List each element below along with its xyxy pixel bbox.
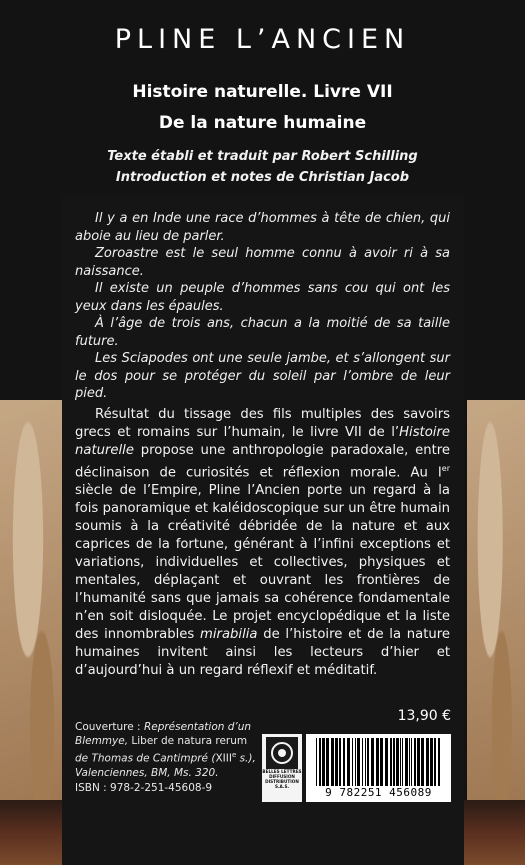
- isbn: ISBN : 978-2-251-45608-9: [75, 782, 213, 794]
- publisher-name: BELLES LETTRES: [262, 769, 302, 774]
- description-text: siècle de l’Empire, Pline l’Ancien porte un regard à la fois panoramique et kaléidoscopique sur un être humain soumis à la créativité débridée de la nature et aux caprices de la fortune, générant à l’infini exceptions et variations, individuelles et collectives, physiques et mentales, déplaçant et ouvrant les frontières de l’humanité sans que jamais sa cohérence fondamentale n’en soit disloquée. Le projet encyclopédique et la liste des innombrables: [75, 483, 450, 643]
- description-superscript: er: [441, 464, 450, 473]
- barcode-bars-icon: [314, 738, 443, 786]
- description-text: de l’histoire et de la nature humaines invitent ainsi les lecteurs d’hier et d’aujourd’hui à un regard réflexif et méditatif.: [75, 627, 450, 679]
- price: 13,90 €: [397, 708, 451, 724]
- credit-italic: de Thomas de Cantimpré (: [75, 752, 216, 765]
- quotation: Il y a en Inde une race d’hommes à tête de chien, qui aboie au lieu de parler.: [75, 211, 450, 244]
- description-text: Résultat du tissage des fils multiples des savoirs grecs et romains sur l’humain, le livre VII de l’: [75, 407, 450, 440]
- credit-italic: Représentation d’un Blemmye,: [75, 721, 252, 747]
- publisher-logo: [262, 734, 302, 802]
- book-description: [75, 406, 450, 680]
- cover-illustration-credit: [75, 720, 260, 780]
- description-italic: Histoire naturelle: [75, 425, 450, 458]
- publisher-emblem-icon: [266, 737, 298, 769]
- author-name: PLINE L’ANCIEN: [114, 24, 411, 55]
- quotation: Zoroastre est le seul homme connu à avoir ri à sa naissance.: [75, 246, 450, 279]
- quotations-block: [75, 210, 450, 403]
- quotation: Il existe un peuple d’hommes sans cou qui ont les yeux dans les épaules.: [75, 281, 450, 314]
- description-italic: mirabilia: [200, 627, 258, 643]
- book-title: Histoire naturelle. Livre VII: [132, 82, 393, 102]
- manuscript-illustration-left: [0, 400, 70, 865]
- translator-credit: Texte établi et traduit par Robert Schilling: [107, 149, 418, 164]
- credit-superscript: e: [231, 751, 237, 759]
- book-subtitle: De la nature humaine: [158, 113, 367, 133]
- introduction-credit: Introduction et notes de Christian Jacob: [115, 170, 410, 185]
- barcode: [306, 734, 451, 802]
- barcode-number: 9 782251 456089: [325, 786, 432, 799]
- publisher-line: DIFFUSION: [269, 774, 295, 779]
- credit-italic: s.), Valenciennes, BM, Ms. 320.: [75, 752, 256, 779]
- manuscript-illustration-right: [467, 400, 525, 865]
- publisher-line: S.A.S.: [274, 784, 290, 789]
- publisher-line: DISTRIBUTION: [265, 779, 299, 784]
- quotation: À l’âge de trois ans, chacun a la moitié de sa taille future.: [75, 316, 450, 349]
- credit-text: XIII: [215, 752, 232, 765]
- credit-label: Couverture :: [75, 721, 141, 733]
- credit-text: Liber de natura rerum: [128, 735, 248, 747]
- description-text: propose une anthropologie paradoxale, entre déclinaison de curiosités et réflexion morale. Au I: [75, 443, 450, 481]
- quotation: Les Sciapodes ont une seule jambe, et s’allongent sur le dos pour se protéger du soleil par l’ombre de leur pied.: [75, 351, 450, 401]
